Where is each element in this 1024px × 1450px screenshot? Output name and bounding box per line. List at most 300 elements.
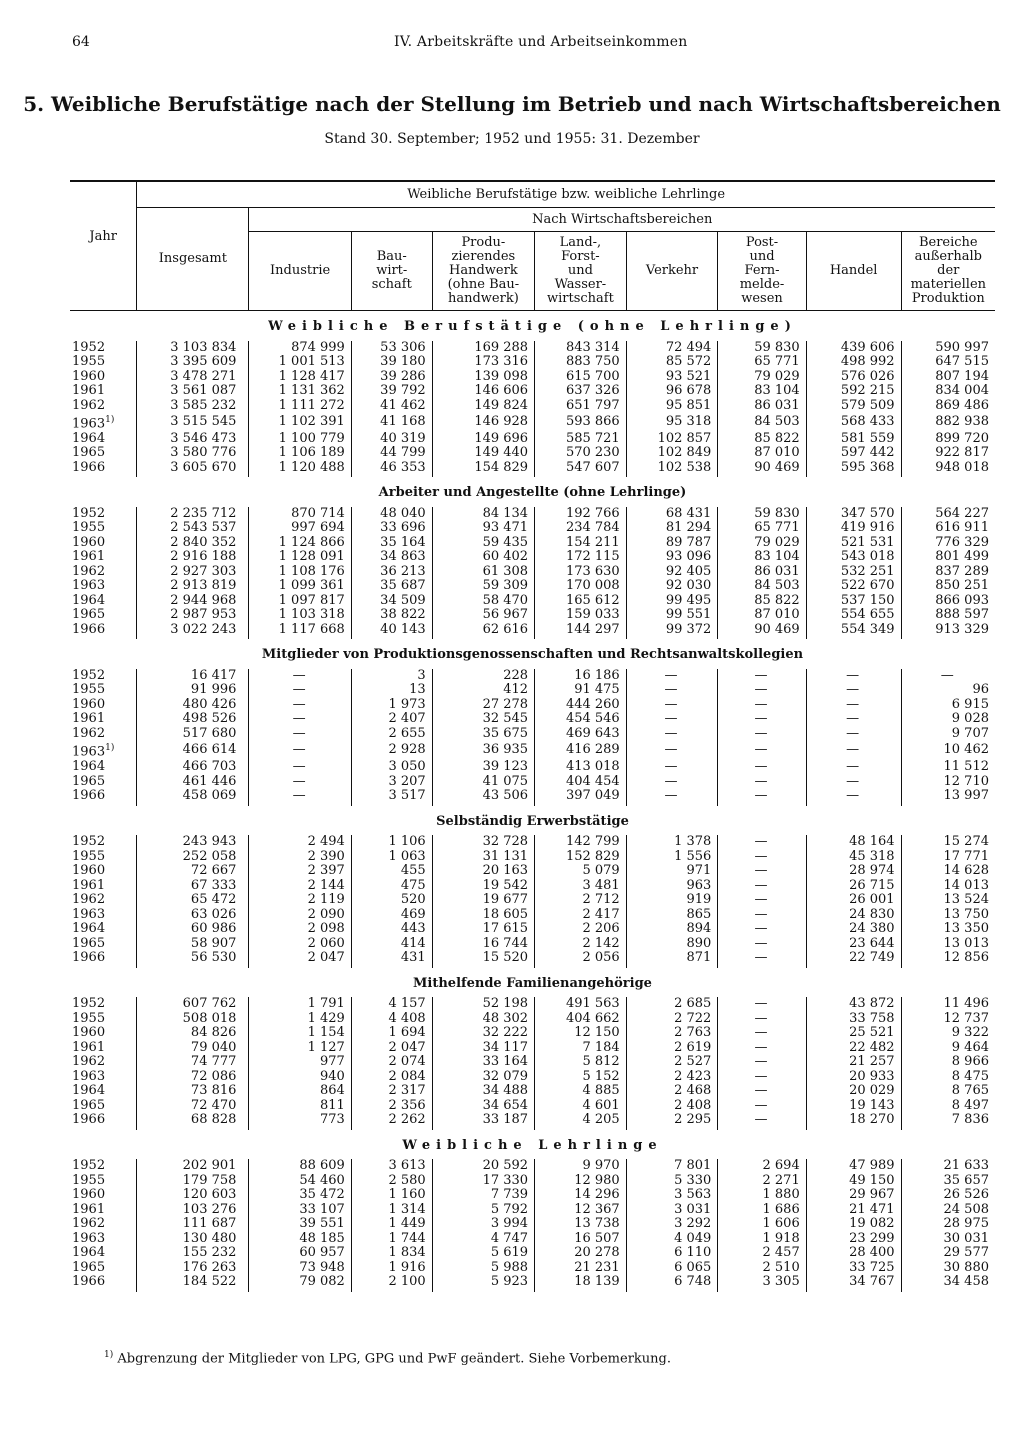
table-row <box>70 760 995 775</box>
column-header-trade <box>806 232 901 311</box>
value-cell: 3 613 <box>351 1159 432 1174</box>
value-cell: 1 834 <box>351 1246 432 1261</box>
value-cell: 554 655 <box>806 608 901 623</box>
value-cell: 33 187 <box>432 1113 534 1130</box>
table-row <box>70 550 995 565</box>
year-cell <box>70 683 137 698</box>
value-cell: 801 499 <box>901 550 995 565</box>
value-cell: 4 205 <box>535 1113 627 1130</box>
value-cell: 92 405 <box>626 565 718 580</box>
total-cell: 458 069 <box>137 789 249 806</box>
total-cell: 74 777 <box>137 1055 249 1070</box>
value-cell: 173 316 <box>432 355 534 370</box>
total-cell: 461 446 <box>137 775 249 790</box>
table-row <box>70 922 995 937</box>
year-value: 1961 <box>72 877 106 893</box>
value-cell: 547 607 <box>535 461 627 478</box>
value-cell: 15 274 <box>901 835 995 850</box>
value-cell: 1 063 <box>351 850 432 865</box>
value-cell: 1 097 817 <box>249 594 351 609</box>
table-row <box>70 623 995 640</box>
value-cell: 3 305 <box>718 1275 806 1292</box>
year-cell <box>70 594 137 609</box>
value-cell: 87 010 <box>718 446 806 461</box>
value-cell: — <box>718 1041 806 1056</box>
value-cell: 12 710 <box>901 775 995 790</box>
table-row <box>70 727 995 742</box>
year-cell <box>70 521 137 536</box>
year-cell <box>70 775 137 790</box>
year-value: 1965 <box>72 773 106 789</box>
value-cell: 45 318 <box>806 850 901 865</box>
year-cell <box>70 608 137 623</box>
value-cell: — <box>718 864 806 879</box>
value-cell: — <box>718 1099 806 1114</box>
value-cell: 7 739 <box>432 1188 534 1203</box>
value-cell: 19 143 <box>806 1099 901 1114</box>
value-cell: 5 988 <box>432 1261 534 1276</box>
column-header-transport <box>626 232 718 311</box>
year-value: 1963 <box>72 744 106 760</box>
year-cell <box>70 1012 137 1027</box>
year-value: 1955 <box>72 682 106 698</box>
total-cell: 2 944 968 <box>137 594 249 609</box>
table-row <box>70 1084 995 1099</box>
value-cell: 35 687 <box>351 579 432 594</box>
value-cell: 90 469 <box>718 461 806 478</box>
value-cell: 36 935 <box>432 741 534 760</box>
value-cell: 89 787 <box>626 536 718 551</box>
total-cell: 202 901 <box>137 1159 249 1174</box>
value-cell: 554 349 <box>806 623 901 640</box>
year-cell <box>70 1070 137 1085</box>
value-cell: — <box>249 698 351 713</box>
year-cell <box>70 536 137 551</box>
value-cell: 543 018 <box>806 550 901 565</box>
value-cell: 146 928 <box>432 413 534 432</box>
value-cell: 84 503 <box>718 579 806 594</box>
value-cell: 35 675 <box>432 727 534 742</box>
value-cell: 2 423 <box>626 1070 718 1085</box>
value-cell: 585 721 <box>535 432 627 447</box>
year-cell <box>70 384 137 399</box>
value-cell: 152 829 <box>535 850 627 865</box>
column-header-line: materiellen <box>910 277 987 292</box>
value-cell: 2 722 <box>626 1012 718 1027</box>
value-cell: 5 812 <box>535 1055 627 1070</box>
year-value: 1965 <box>72 607 106 623</box>
year-value: 1964 <box>72 1245 106 1261</box>
total-cell: 3 585 232 <box>137 399 249 414</box>
table-row <box>70 850 995 865</box>
year-value: 1962 <box>72 397 106 413</box>
value-cell: — <box>718 789 806 806</box>
table-row <box>70 1070 995 1085</box>
table-row <box>70 951 995 968</box>
total-cell: 63 026 <box>137 908 249 923</box>
column-header-line: (ohne Bau- <box>447 277 520 292</box>
value-cell: 1 973 <box>351 698 432 713</box>
value-cell: 32 728 <box>432 835 534 850</box>
value-cell: 23 644 <box>806 937 901 952</box>
value-cell: 13 738 <box>535 1217 627 1232</box>
table-row <box>70 521 995 536</box>
value-cell: 41 075 <box>432 775 534 790</box>
value-cell: — <box>249 669 351 684</box>
value-cell: 1 449 <box>351 1217 432 1232</box>
value-cell: 59 435 <box>432 536 534 551</box>
column-header-line: Produ- <box>461 235 506 250</box>
value-cell: 397 049 <box>535 789 627 806</box>
value-cell: 2 468 <box>626 1084 718 1099</box>
total-cell: 2 840 352 <box>137 536 249 551</box>
value-cell: — <box>249 727 351 742</box>
total-cell: 67 333 <box>137 879 249 894</box>
value-cell: 59 830 <box>718 507 806 522</box>
value-cell: — <box>718 775 806 790</box>
value-cell: 12 150 <box>535 1026 627 1041</box>
total-cell: 179 758 <box>137 1174 249 1189</box>
year-cell <box>70 370 137 385</box>
value-cell: 522 670 <box>806 579 901 594</box>
year-cell <box>70 893 137 908</box>
total-cell: 466 703 <box>137 760 249 775</box>
value-cell: 18 139 <box>535 1275 627 1292</box>
value-cell: 8 497 <box>901 1099 995 1114</box>
value-cell: 1 154 <box>249 1026 351 1041</box>
value-cell: 843 314 <box>535 341 627 356</box>
value-cell: 26 526 <box>901 1188 995 1203</box>
value-cell: — <box>718 669 806 684</box>
year-value: 1962 <box>72 892 106 908</box>
page-number: 64 <box>72 34 90 50</box>
total-cell: 243 943 <box>137 835 249 850</box>
total-cell: 2 916 188 <box>137 550 249 565</box>
value-cell: — <box>718 1026 806 1041</box>
value-cell: 83 104 <box>718 550 806 565</box>
value-cell: 24 380 <box>806 922 901 937</box>
value-cell: 1 120 488 <box>249 461 351 478</box>
value-cell: 96 <box>901 683 995 698</box>
value-cell: 2 074 <box>351 1055 432 1070</box>
year-value: 1963 <box>72 416 106 432</box>
value-cell: 4 157 <box>351 997 432 1012</box>
table-row <box>70 594 995 609</box>
value-cell: 18 270 <box>806 1113 901 1130</box>
value-cell: 651 797 <box>535 399 627 414</box>
value-cell: 2 619 <box>626 1041 718 1056</box>
group-header-top: Weibliche Berufstätige bzw. weibliche Lehrlinge <box>137 181 995 208</box>
table-row <box>70 879 995 894</box>
value-cell: 13 013 <box>901 937 995 952</box>
value-cell: 5 079 <box>535 864 627 879</box>
total-cell: 130 480 <box>137 1232 249 1247</box>
column-header-crafts <box>432 232 534 311</box>
value-cell: 6 110 <box>626 1246 718 1261</box>
value-cell: 19 082 <box>806 1217 901 1232</box>
value-cell: 3 563 <box>626 1188 718 1203</box>
value-cell: 144 297 <box>535 623 627 640</box>
year-value: 1955 <box>72 848 106 864</box>
table-row <box>70 864 995 879</box>
value-cell: 26 001 <box>806 893 901 908</box>
value-cell: 6 915 <box>901 698 995 713</box>
value-cell: — <box>249 712 351 727</box>
value-cell: — <box>249 760 351 775</box>
value-cell: 6 065 <box>626 1261 718 1276</box>
value-cell: 56 967 <box>432 608 534 623</box>
value-cell: — <box>718 727 806 742</box>
year-value: 1963 <box>72 906 106 922</box>
total-cell: 2 987 953 <box>137 608 249 623</box>
table-title: 5. Weibliche Berufstätige nach der Stellung im Betrieb und nach Wirtschaftsbereichen <box>23 92 1001 116</box>
value-cell: 2 397 <box>249 864 351 879</box>
value-cell: 866 093 <box>901 594 995 609</box>
value-cell: 17 771 <box>901 850 995 865</box>
year-value: 1960 <box>72 1187 106 1203</box>
total-cell: 91 996 <box>137 683 249 698</box>
value-cell: — <box>249 775 351 790</box>
table-row <box>70 413 995 432</box>
year-cell <box>70 922 137 937</box>
total-cell: 111 687 <box>137 1217 249 1232</box>
value-cell: 18 605 <box>432 908 534 923</box>
value-cell: 16 744 <box>432 937 534 952</box>
section-title: Selbständig Erwerbstätige <box>436 813 629 829</box>
section-title: Weibliche Lehrlinge <box>402 1137 663 1153</box>
value-cell: 34 863 <box>351 550 432 565</box>
value-cell: 7 184 <box>535 1041 627 1056</box>
value-cell: 431 <box>351 951 432 968</box>
table-row <box>70 579 995 594</box>
total-cell: 2 927 303 <box>137 565 249 580</box>
value-cell: 419 916 <box>806 521 901 536</box>
total-cell: 3 546 473 <box>137 432 249 447</box>
value-cell: 850 251 <box>901 579 995 594</box>
table-row <box>70 1113 995 1130</box>
value-cell: — <box>718 835 806 850</box>
year-cell <box>70 413 137 432</box>
year-cell <box>70 623 137 640</box>
value-cell: 4 747 <box>432 1232 534 1247</box>
value-cell: — <box>718 997 806 1012</box>
value-cell: 439 606 <box>806 341 901 356</box>
year-value: 1961 <box>72 549 106 565</box>
value-cell: 59 309 <box>432 579 534 594</box>
value-cell: 79 082 <box>249 1275 351 1292</box>
year-value: 1952 <box>72 996 106 1012</box>
value-cell: 1 606 <box>718 1217 806 1232</box>
table-row <box>70 341 995 356</box>
value-cell: 444 260 <box>535 698 627 713</box>
value-cell: — <box>806 789 901 806</box>
value-cell: 8 475 <box>901 1070 995 1085</box>
value-cell: 84 134 <box>432 507 534 522</box>
value-cell: 6 748 <box>626 1275 718 1292</box>
table-row <box>70 384 995 399</box>
year-cell <box>70 908 137 923</box>
value-cell: 10 462 <box>901 741 995 760</box>
footnote-ref: 1) <box>105 743 115 754</box>
year-value: 1962 <box>72 1216 106 1232</box>
value-cell: — <box>718 850 806 865</box>
year-cell <box>70 879 137 894</box>
column-header-line: Bereiche <box>918 235 978 250</box>
column-header-line: Bau- <box>376 249 407 264</box>
year-cell <box>70 1246 137 1261</box>
table-row <box>70 937 995 952</box>
total-cell: 2 913 819 <box>137 579 249 594</box>
value-cell: 13 524 <box>901 893 995 908</box>
table-body <box>70 311 995 1292</box>
value-cell: 811 <box>249 1099 351 1114</box>
value-cell: 46 353 <box>351 461 432 478</box>
value-cell: 1 106 189 <box>249 446 351 461</box>
value-cell: 30 031 <box>901 1232 995 1247</box>
value-cell: — <box>806 712 901 727</box>
value-cell: 2 685 <box>626 997 718 1012</box>
value-cell: 3 994 <box>432 1217 534 1232</box>
year-value: 1964 <box>72 921 106 937</box>
value-cell: 28 400 <box>806 1246 901 1261</box>
total-cell: 184 522 <box>137 1275 249 1292</box>
value-cell: 475 <box>351 879 432 894</box>
value-cell: 520 <box>351 893 432 908</box>
value-cell: 2 206 <box>535 922 627 937</box>
total-cell: 58 907 <box>137 937 249 952</box>
value-cell: 72 494 <box>626 341 718 356</box>
year-cell <box>70 1026 137 1041</box>
value-cell: 1 099 361 <box>249 579 351 594</box>
value-cell: 17 330 <box>432 1174 534 1189</box>
table-header <box>70 181 995 311</box>
column-header-line: wirt- <box>376 263 408 278</box>
value-cell: 3 031 <box>626 1203 718 1218</box>
year-cell <box>70 1159 137 1174</box>
value-cell: — <box>718 1113 806 1130</box>
value-cell: 14 628 <box>901 864 995 879</box>
table-row <box>70 1055 995 1070</box>
value-cell: 2 712 <box>535 893 627 908</box>
year-cell <box>70 760 137 775</box>
total-cell: 73 816 <box>137 1084 249 1099</box>
group-header-sectors: Nach Wirtschaftsbereichen <box>249 208 995 232</box>
value-cell: 2 142 <box>535 937 627 952</box>
value-cell: — <box>626 760 718 775</box>
value-cell: 1 124 866 <box>249 536 351 551</box>
total-cell: 68 828 <box>137 1113 249 1130</box>
year-cell <box>70 937 137 952</box>
value-cell: 2 494 <box>249 835 351 850</box>
year-cell <box>70 355 137 370</box>
value-cell: 1 127 <box>249 1041 351 1056</box>
year-cell <box>70 446 137 461</box>
value-cell: 1 001 513 <box>249 355 351 370</box>
year-cell <box>70 1084 137 1099</box>
total-cell: 60 986 <box>137 922 249 937</box>
value-cell: 940 <box>249 1070 351 1085</box>
value-cell: 12 856 <box>901 951 995 968</box>
value-cell: 894 <box>626 922 718 937</box>
value-cell: 87 010 <box>718 608 806 623</box>
column-header-line: Forst- <box>561 249 600 264</box>
value-cell: 169 288 <box>432 341 534 356</box>
value-cell: — <box>626 698 718 713</box>
table-row <box>70 893 995 908</box>
value-cell: 34 117 <box>432 1041 534 1056</box>
value-cell: 99 372 <box>626 623 718 640</box>
value-cell: 34 488 <box>432 1084 534 1099</box>
value-cell: 15 520 <box>432 951 534 968</box>
total-cell: 3 022 243 <box>137 623 249 640</box>
section-title: Mithelfende Familienangehörige <box>413 975 652 991</box>
footnote-ref: 1) <box>105 415 115 425</box>
table-row <box>70 698 995 713</box>
value-cell: 102 857 <box>626 432 718 447</box>
column-header-line: außerhalb <box>914 249 982 264</box>
total-cell: 3 580 776 <box>137 446 249 461</box>
value-cell: 44 799 <box>351 446 432 461</box>
value-cell: — <box>718 698 806 713</box>
total-cell: 607 762 <box>137 997 249 1012</box>
page-header <box>72 34 992 54</box>
value-cell: 14 013 <box>901 879 995 894</box>
value-cell: 85 572 <box>626 355 718 370</box>
value-cell: 40 319 <box>351 432 432 447</box>
value-cell: 19 677 <box>432 893 534 908</box>
year-cell <box>70 461 137 478</box>
value-cell: 48 302 <box>432 1012 534 1027</box>
year-value: 1952 <box>72 1158 106 1174</box>
year-cell <box>70 669 137 684</box>
value-cell: 1 108 176 <box>249 565 351 580</box>
value-cell: 39 180 <box>351 355 432 370</box>
value-cell: 49 150 <box>806 1174 901 1189</box>
value-cell: 1 128 091 <box>249 550 351 565</box>
value-cell: 3 481 <box>535 879 627 894</box>
value-cell: 1 106 <box>351 835 432 850</box>
total-cell: 176 263 <box>137 1261 249 1276</box>
value-cell: — <box>806 760 901 775</box>
value-cell: 1 131 362 <box>249 384 351 399</box>
value-cell: — <box>806 775 901 790</box>
value-cell: 35 472 <box>249 1188 351 1203</box>
year-value: 1960 <box>72 1025 106 1041</box>
value-cell: 12 367 <box>535 1203 627 1218</box>
value-cell: 2 510 <box>718 1261 806 1276</box>
value-cell: 2 119 <box>249 893 351 908</box>
value-cell: 443 <box>351 922 432 937</box>
value-cell: — <box>626 741 718 760</box>
value-cell: 2 262 <box>351 1113 432 1130</box>
column-header-line: handwerk) <box>447 291 519 306</box>
value-cell: 888 597 <box>901 608 995 623</box>
table-row <box>70 608 995 623</box>
value-cell: 48 164 <box>806 835 901 850</box>
value-cell: 85 822 <box>718 432 806 447</box>
value-cell: 21 257 <box>806 1055 901 1070</box>
year-cell <box>70 864 137 879</box>
value-cell: 416 289 <box>535 741 627 760</box>
column-header-line: Post- <box>745 235 779 250</box>
total-cell: 72 470 <box>137 1099 249 1114</box>
column-header-line: und <box>749 249 775 264</box>
value-cell: 22 482 <box>806 1041 901 1056</box>
section-header-row <box>70 477 995 507</box>
column-header-line: Handel <box>829 263 878 278</box>
year-cell <box>70 579 137 594</box>
year-cell <box>70 1203 137 1218</box>
